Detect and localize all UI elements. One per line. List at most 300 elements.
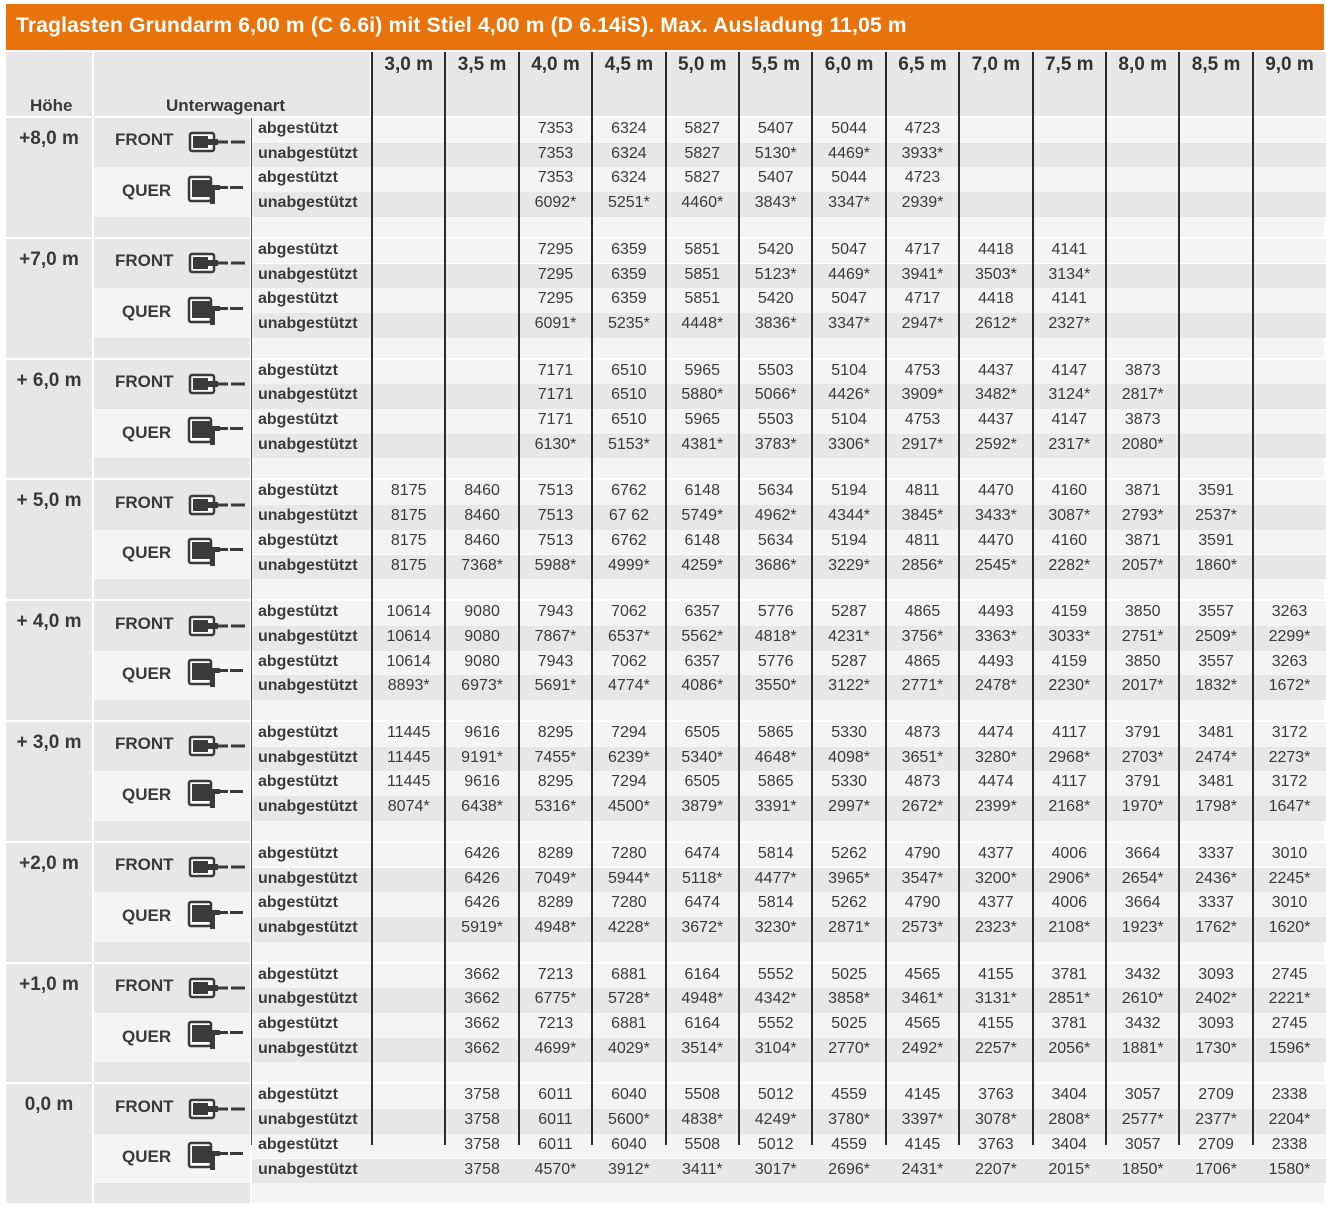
load-value-cell — [1179, 143, 1252, 168]
load-value-cell: 2851* — [1033, 988, 1106, 1013]
front-label: FRONT — [115, 855, 174, 875]
load-value-cell — [445, 264, 518, 289]
load-value-cell — [1253, 384, 1326, 409]
load-value-cell: 4228* — [592, 917, 665, 942]
front-label: FRONT — [115, 613, 174, 633]
load-value-cell — [1106, 313, 1179, 338]
load-value-cell: 3850 — [1106, 601, 1179, 626]
load-value-cell: 5420 — [739, 239, 812, 264]
load-value-cell: 9616 — [445, 771, 518, 796]
load-value-cell: 1596* — [1253, 1038, 1326, 1063]
height-label: 0,0 m — [24, 1094, 74, 1116]
load-value-cell: 3229* — [812, 555, 885, 580]
load-value-cell: 4723 — [886, 118, 959, 143]
load-value-cell: 2939* — [886, 192, 959, 217]
load-value-cell: 3122* — [812, 675, 885, 700]
quer-label: QUER — [122, 784, 172, 804]
load-value-cell — [1253, 360, 1326, 385]
load-value-cell: 4565 — [886, 964, 959, 989]
distance-header: 4,0 m — [519, 52, 592, 116]
load-value-cell: 7294 — [592, 722, 665, 747]
load-value-cell: 7943 — [519, 651, 592, 676]
load-value-cell: 9191* — [445, 747, 518, 772]
row-label-cell: unabgestützt — [252, 675, 372, 700]
load-value-cell: 2245* — [1253, 868, 1326, 893]
load-value-cell: 6040 — [592, 1134, 665, 1159]
load-value-cell: 5508 — [666, 1084, 739, 1109]
excavator-cross-icon — [186, 1020, 246, 1050]
load-value-cell: 2299* — [1253, 626, 1326, 651]
load-value-cell: 7295 — [519, 239, 592, 264]
row-label-cell: unabgestützt — [252, 192, 372, 217]
load-value-cell: 6091* — [519, 313, 592, 338]
load-value-cell: 4865 — [886, 651, 959, 676]
load-value-cell: 8175 — [372, 480, 445, 505]
load-value-cell: 1798* — [1179, 796, 1252, 821]
load-value-cell: 5508 — [666, 1134, 739, 1159]
load-value-cell — [445, 239, 518, 264]
excavator-cross-icon — [186, 900, 246, 930]
load-value-cell: 8289 — [519, 843, 592, 868]
load-value-cell: 3662 — [445, 1038, 518, 1063]
load-value-cell: 4460* — [666, 192, 739, 217]
load-value-cell: 3230* — [739, 917, 812, 942]
load-value-cell — [1253, 192, 1326, 217]
load-value-cell: 4648* — [739, 747, 812, 772]
load-value-cell: 4098* — [812, 747, 885, 772]
load-value-cell: 5044 — [812, 167, 885, 192]
load-value-cell: 6881 — [592, 964, 665, 989]
load-value-cell: 4999* — [592, 555, 665, 580]
load-value-cell — [1253, 505, 1326, 530]
header-unterwagenart: Unterwagenart — [166, 96, 286, 115]
load-value-cell: 6775* — [519, 988, 592, 1013]
load-value-cell: 3391* — [739, 796, 812, 821]
load-value-cell: 4160 — [1033, 530, 1106, 555]
column-divider — [591, 52, 593, 1145]
load-value-cell: 5814 — [739, 843, 812, 868]
load-value-cell: 5118* — [666, 868, 739, 893]
load-value-cell: 9616 — [445, 722, 518, 747]
load-value-cell: 9080 — [445, 601, 518, 626]
height-cell — [6, 1084, 92, 1203]
load-value-cell: 6426 — [445, 868, 518, 893]
load-value-cell: 2431* — [886, 1159, 959, 1184]
load-value-cell: 2509* — [1179, 626, 1252, 651]
load-value-cell: 3482* — [959, 384, 1032, 409]
front-label: FRONT — [115, 371, 174, 391]
excavator-front-icon — [188, 614, 248, 640]
load-value-cell — [445, 192, 518, 217]
load-value-cell: 4006 — [1033, 843, 1106, 868]
load-value-cell: 4873 — [886, 722, 959, 747]
load-value-cell: 6324 — [592, 167, 665, 192]
load-value-cell: 4753 — [886, 360, 959, 385]
load-value-cell: 3306* — [812, 434, 885, 459]
distance-header: 5,5 m — [739, 52, 812, 116]
load-value-cell: 5025 — [812, 1013, 885, 1038]
load-value-cell: 6359 — [592, 264, 665, 289]
load-value-cell: 2703* — [1106, 747, 1179, 772]
load-value-cell: 3933* — [886, 143, 959, 168]
load-value-cell: 5012 — [739, 1084, 812, 1109]
load-value-cell: 3131* — [959, 988, 1032, 1013]
quer-label: QUER — [122, 301, 172, 321]
load-value-cell: 3781 — [1033, 1013, 1106, 1038]
load-value-cell: 3965* — [812, 868, 885, 893]
load-value-cell: 3172 — [1253, 771, 1326, 796]
load-value-cell — [1106, 192, 1179, 217]
row-label-cell: abgestützt — [252, 771, 372, 796]
load-value-cell: 7353 — [519, 167, 592, 192]
row-label-cell: unabgestützt — [252, 868, 372, 893]
height-label: + 5,0 m — [16, 490, 82, 512]
row-label-cell: unabgestützt — [252, 626, 372, 651]
load-value-cell: 2545* — [959, 555, 1032, 580]
load-value-cell: 5851 — [666, 239, 739, 264]
distance-header: 8,0 m — [1106, 52, 1179, 116]
height-label: +1,0 m — [19, 973, 79, 995]
row-label-cell: unabgestützt — [252, 796, 372, 821]
load-value-cell: 6359 — [592, 288, 665, 313]
load-value-cell: 2377* — [1179, 1109, 1252, 1134]
load-value-cell: 6357 — [666, 601, 739, 626]
load-value-cell: 7368* — [445, 555, 518, 580]
height-cell — [6, 843, 92, 962]
load-value-cell — [1106, 167, 1179, 192]
load-value-cell: 5123* — [739, 264, 812, 289]
load-value-cell: 5235* — [592, 313, 665, 338]
load-value-cell — [1179, 239, 1252, 264]
load-value-cell: 5988* — [519, 555, 592, 580]
row-label-cell: unabgestützt — [252, 434, 372, 459]
load-value-cell — [1253, 313, 1326, 338]
load-value-cell: 6092* — [519, 192, 592, 217]
load-value-cell: 2317* — [1033, 434, 1106, 459]
header-hoehe: Höhe — [30, 96, 73, 115]
load-value-cell: 5919* — [445, 917, 518, 942]
load-value-cell: 4147 — [1033, 360, 1106, 385]
load-value-cell: 4493 — [959, 601, 1032, 626]
load-value-cell: 4437 — [959, 409, 1032, 434]
row-label-cell: abgestützt — [252, 964, 372, 989]
excavator-cross-icon — [186, 416, 246, 446]
load-value-cell: 4838* — [666, 1109, 739, 1134]
quer-box — [94, 1134, 250, 1183]
load-value-cell — [1106, 118, 1179, 143]
row-label-cell: abgestützt — [252, 288, 372, 313]
load-value-cell: 3057 — [1106, 1134, 1179, 1159]
load-value-cell: 6426 — [445, 892, 518, 917]
load-value-cell: 3783* — [739, 434, 812, 459]
load-value-cell: 1672* — [1253, 675, 1326, 700]
load-value-cell: 5851 — [666, 264, 739, 289]
row-label-cell: unabgestützt — [252, 1038, 372, 1063]
mode-cell — [94, 360, 250, 479]
load-value-cell: 6537* — [592, 626, 665, 651]
load-value-cell: 11445 — [372, 771, 445, 796]
column-divider — [444, 52, 446, 1145]
load-value-cell: 5880* — [666, 384, 739, 409]
load-value-cell — [372, 1084, 445, 1109]
load-value-cell: 3280* — [959, 747, 1032, 772]
front-label: FRONT — [115, 251, 174, 271]
load-value-cell: 2709 — [1179, 1084, 1252, 1109]
load-value-cell: 2856* — [886, 555, 959, 580]
load-value-cell: 3093 — [1179, 964, 1252, 989]
load-value-cell — [372, 964, 445, 989]
load-value-cell — [1106, 264, 1179, 289]
load-value-cell: 3347* — [812, 192, 885, 217]
load-value-cell: 3432 — [1106, 1013, 1179, 1038]
mode-cell — [94, 843, 250, 962]
load-value-cell: 6011 — [519, 1084, 592, 1109]
load-value-cell: 3033* — [1033, 626, 1106, 651]
load-value-cell: 2917* — [886, 434, 959, 459]
column-divider — [1032, 52, 1034, 1145]
load-value-cell: 2327* — [1033, 313, 1106, 338]
load-value-cell: 5287 — [812, 651, 885, 676]
load-value-cell: 4141 — [1033, 239, 1106, 264]
load-value-cell: 4790 — [886, 892, 959, 917]
load-value-cell: 4774* — [592, 675, 665, 700]
load-value-cell: 6148 — [666, 530, 739, 555]
load-value-cell: 4006 — [1033, 892, 1106, 917]
load-value-cell: 5503 — [739, 360, 812, 385]
load-value-cell: 4717 — [886, 239, 959, 264]
column-divider — [1105, 52, 1107, 1145]
load-value-cell: 4873 — [886, 771, 959, 796]
load-value-cell: 4962* — [739, 505, 812, 530]
quer-box — [94, 167, 250, 216]
load-value-cell: 3433* — [959, 505, 1032, 530]
load-value-cell: 3078* — [959, 1109, 1032, 1134]
load-value-cell: 2080* — [1106, 434, 1179, 459]
load-value-cell: 4342* — [739, 988, 812, 1013]
load-value-cell: 1923* — [1106, 917, 1179, 942]
load-value-cell: 4559 — [812, 1134, 885, 1159]
load-value-cell: 3843* — [739, 192, 812, 217]
height-cell — [6, 239, 92, 358]
load-value-cell: 7353 — [519, 143, 592, 168]
load-value-cell: 4474 — [959, 722, 1032, 747]
load-value-cell: 4500* — [592, 796, 665, 821]
load-value-cell: 4418 — [959, 239, 1032, 264]
row-label-cell: unabgestützt — [252, 505, 372, 530]
load-value-cell — [372, 118, 445, 143]
load-value-cell: 2338 — [1253, 1134, 1326, 1159]
load-value-cell: 3781 — [1033, 964, 1106, 989]
load-value-cell: 1706* — [1179, 1159, 1252, 1184]
load-value-cell: 4811 — [886, 530, 959, 555]
load-value-cell: 3873 — [1106, 409, 1179, 434]
load-value-cell: 4377 — [959, 843, 1032, 868]
load-value-cell: 5330 — [812, 722, 885, 747]
height-cell — [6, 118, 92, 237]
load-value-cell: 4470 — [959, 480, 1032, 505]
excavator-front-icon — [188, 251, 248, 277]
load-value-cell: 6040 — [592, 1084, 665, 1109]
distance-header: 5,0 m — [666, 52, 739, 116]
quer-box — [94, 771, 250, 820]
load-value-cell: 3662 — [445, 1013, 518, 1038]
row-label-cell: unabgestützt — [252, 1109, 372, 1134]
load-value-cell — [372, 313, 445, 338]
load-value-cell — [372, 892, 445, 917]
row-label-cell: unabgestützt — [252, 384, 372, 409]
load-value-cell: 5851 — [666, 288, 739, 313]
distance-header: 7,5 m — [1033, 52, 1106, 116]
load-value-cell: 3780* — [812, 1109, 885, 1134]
mode-cell — [94, 964, 250, 1083]
distance-header: 8,5 m — [1179, 52, 1252, 116]
load-value-cell: 2997* — [812, 796, 885, 821]
load-value-cell: 3411* — [666, 1159, 739, 1184]
load-value-cell: 7513 — [519, 480, 592, 505]
load-value-cell: 6474 — [666, 892, 739, 917]
load-value-cell — [445, 409, 518, 434]
load-value-cell: 6973* — [445, 675, 518, 700]
load-value-cell: 4717 — [886, 288, 959, 313]
load-value-cell: 3763 — [959, 1134, 1032, 1159]
load-value-cell — [445, 384, 518, 409]
load-value-cell: 8175 — [372, 555, 445, 580]
load-value-cell: 3758 — [445, 1159, 518, 1184]
load-value-cell: 3017* — [739, 1159, 812, 1184]
load-value-cell: 5130* — [739, 143, 812, 168]
group-gap — [252, 217, 1324, 237]
quer-box — [94, 530, 250, 579]
load-value-cell: 3941* — [886, 264, 959, 289]
load-value-cell: 3347* — [812, 313, 885, 338]
load-value-cell: 2771* — [886, 675, 959, 700]
group-gap — [252, 700, 1324, 720]
load-value-cell: 5749* — [666, 505, 739, 530]
load-value-cell: 3664 — [1106, 892, 1179, 917]
distance-header: 7,0 m — [959, 52, 1032, 116]
load-value-cell: 2709 — [1179, 1134, 1252, 1159]
load-value-cell: 5340* — [666, 747, 739, 772]
load-value-cell — [372, 1013, 445, 1038]
row-label-cell: abgestützt — [252, 651, 372, 676]
load-value-cell: 10614 — [372, 601, 445, 626]
load-value-cell: 4469* — [812, 264, 885, 289]
load-value-cell: 2273* — [1253, 747, 1326, 772]
row-label-cell: unabgestützt — [252, 313, 372, 338]
load-value-cell: 5153* — [592, 434, 665, 459]
load-value-cell: 7049* — [519, 868, 592, 893]
load-value-cell: 2672* — [886, 796, 959, 821]
load-value-cell: 3763 — [959, 1084, 1032, 1109]
group-gap — [252, 1183, 1324, 1203]
load-value-cell: 8295 — [519, 771, 592, 796]
height-label: +7,0 m — [19, 248, 79, 270]
load-value-cell — [372, 360, 445, 385]
load-value-cell: 6324 — [592, 143, 665, 168]
load-value-cell: 3461* — [886, 988, 959, 1013]
load-value-cell: 4948* — [666, 988, 739, 1013]
load-value-cell — [1253, 239, 1326, 264]
excavator-front-icon — [188, 855, 248, 881]
load-value-cell: 5728* — [592, 988, 665, 1013]
height-label: +8,0 m — [19, 128, 79, 149]
load-value-cell: 1850* — [1106, 1159, 1179, 1184]
load-value-cell: 2968* — [1033, 747, 1106, 772]
load-value-cell: 3337 — [1179, 843, 1252, 868]
load-value-cell: 4699* — [519, 1038, 592, 1063]
load-value-cell: 3836* — [739, 313, 812, 338]
load-value-cell: 4259* — [666, 555, 739, 580]
load-value-cell: 3481 — [1179, 722, 1252, 747]
load-value-cell: 7062 — [592, 651, 665, 676]
load-value-cell: 4448* — [666, 313, 739, 338]
load-value-cell: 3756* — [886, 626, 959, 651]
load-value-cell — [445, 288, 518, 313]
load-value-cell: 6148 — [666, 480, 739, 505]
load-value-cell: 8460 — [445, 505, 518, 530]
height-cell — [6, 601, 92, 720]
load-value-cell: 4474 — [959, 771, 1032, 796]
load-value-cell: 5776 — [739, 651, 812, 676]
load-value-cell: 4117 — [1033, 722, 1106, 747]
load-value-cell: 5407 — [739, 118, 812, 143]
load-value-cell: 2770* — [812, 1038, 885, 1063]
mode-cell — [94, 118, 250, 237]
load-value-cell: 2057* — [1106, 555, 1179, 580]
load-value-cell: 8295 — [519, 722, 592, 747]
load-value-cell: 6164 — [666, 1013, 739, 1038]
load-value-cell: 5552 — [739, 964, 812, 989]
load-value-cell: 4159 — [1033, 651, 1106, 676]
load-value-cell: 3662 — [445, 988, 518, 1013]
load-value-cell: 7513 — [519, 505, 592, 530]
front-label: FRONT — [115, 1096, 174, 1116]
excavator-front-icon — [188, 372, 248, 398]
load-value-cell: 3873 — [1106, 360, 1179, 385]
load-value-cell: 3686* — [739, 555, 812, 580]
load-value-cell: 3263 — [1253, 651, 1326, 676]
height-label: + 6,0 m — [16, 369, 82, 391]
row-label-cell: abgestützt — [252, 843, 372, 868]
load-value-cell: 4029* — [592, 1038, 665, 1063]
load-value-cell: 6881 — [592, 1013, 665, 1038]
load-value-cell: 4811 — [886, 480, 959, 505]
distance-header: 9,0 m — [1253, 52, 1326, 116]
load-value-cell: 8893* — [372, 675, 445, 700]
load-value-cell: 1881* — [1106, 1038, 1179, 1063]
row-label-cell: abgestützt — [252, 118, 372, 143]
load-value-cell: 3550* — [739, 675, 812, 700]
excavator-front-icon — [188, 976, 248, 1002]
load-value-cell: 11445 — [372, 722, 445, 747]
load-value-cell: 6357 — [666, 651, 739, 676]
load-value-cell — [1179, 360, 1252, 385]
load-value-cell — [372, 143, 445, 168]
quer-label: QUER — [122, 180, 172, 200]
load-value-cell: 4147 — [1033, 409, 1106, 434]
load-value-cell: 4565 — [886, 1013, 959, 1038]
load-value-cell: 7455* — [519, 747, 592, 772]
load-value-cell: 2537* — [1179, 505, 1252, 530]
load-value-cell: 4426* — [812, 384, 885, 409]
load-value-cell: 11445 — [372, 747, 445, 772]
load-value-cell: 2207* — [959, 1159, 1032, 1184]
load-value-cell: 2492* — [886, 1038, 959, 1063]
load-value-cell — [372, 384, 445, 409]
load-value-cell: 2577* — [1106, 1109, 1179, 1134]
row-label-cell: abgestützt — [252, 892, 372, 917]
load-value-cell — [1033, 167, 1106, 192]
